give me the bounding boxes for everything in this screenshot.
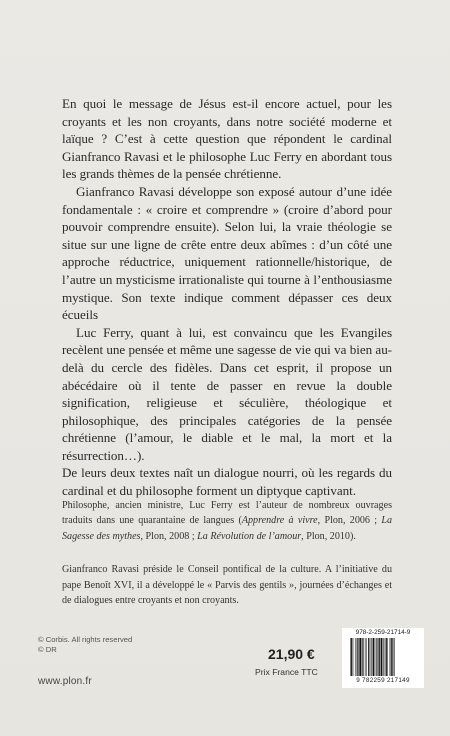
price-label: Prix France TTC (255, 667, 318, 677)
barcode (342, 628, 424, 688)
bio-ferry-intro: Philosophe, ancien ministre, Luc Ferry est l’auteur de nombreux ouvrages traduits dans une quarantaine de langues ( (62, 500, 392, 527)
blurb-paragraph-1: En quoi le message de Jésus est-il encore actuel, pour les croyants et les non croyants, dans notre société moderne et laïque ? C’est à cette question que répondent le cardinal Gianfranco Ravasi et le philosophe Luc Ferry en abordant tous les grands thèmes de la pensée chrétienne. (62, 96, 392, 182)
price-amount: 21,90 € (268, 646, 315, 662)
bio-separator: , Plon, 2008 ; (140, 530, 198, 542)
author-bios (62, 498, 392, 608)
book-title-apprendre: Apprendre à vivre (241, 515, 318, 527)
barcode-digits: 9 782259 217149 (356, 677, 410, 684)
bio-gianfranco-ravasi: Gianfranco Ravasi préside le Conseil pontifical de la culture. A l’initiative du pape Benoît XVI, il a développé le « Parvis des gentils », journées d’échanges et de dialogues entre croyants et non croyants. (62, 564, 392, 607)
bio-ferry-end: , Plon, 2010). (301, 530, 356, 542)
blurb-paragraph-4: De leurs deux textes naît un dialogue nourri, où les regards du cardinal et du philosophe forment un diptyque captivant. (62, 465, 392, 499)
bio-luc-ferry (62, 498, 392, 544)
publisher-website[interactable]: www.plon.fr (38, 676, 92, 687)
book-title-sagesse: La Sagesse des mythes (62, 515, 392, 542)
photo-credits (38, 635, 132, 654)
isbn-number: 978-2-259-21714-9 (355, 629, 411, 636)
blurb (62, 95, 392, 500)
blurb-paragraph-2: Gianfranco Ravasi développe son exposé autour d’une idée fondamentale : « croire et comprendre » (croire d’abord pour pouvoir comprendre ensuite). Selon lui, la vraie théologie se situe sur une ligne de crête entre deux abîmes : d’un côté une approche réductrice, uniquement rationnelle/historique, de l’autre un mysticisme irrationaliste qui tourne à l’enthousiasme mystique. Son texte indique comment dépasser ces deux écueils (62, 183, 392, 323)
credit-line-2: © DR (38, 644, 57, 654)
bio-separator: , Plon, 2006 ; (317, 515, 382, 527)
credit-line-1: © Corbis. All rights reserved (38, 635, 133, 644)
blurb-paragraph-3: Luc Ferry, quant à lui, est convaincu que les Evangiles recèlent une pensée et même une sagesse de vie qui va bien au-delà du cercle des fidèles. Dans cet esprit, il propose un abécédaire où il tente de passer en revue la double signification, religieuse et séculière, théologique et philosophique, des principales catégories de la pensée chrétienne (l’amour, le diable et le mal, la mort et la résurrection…). (62, 324, 392, 463)
book-title-revolution: La Révolution de l’amour (197, 530, 302, 542)
barcode-bars (350, 638, 416, 676)
